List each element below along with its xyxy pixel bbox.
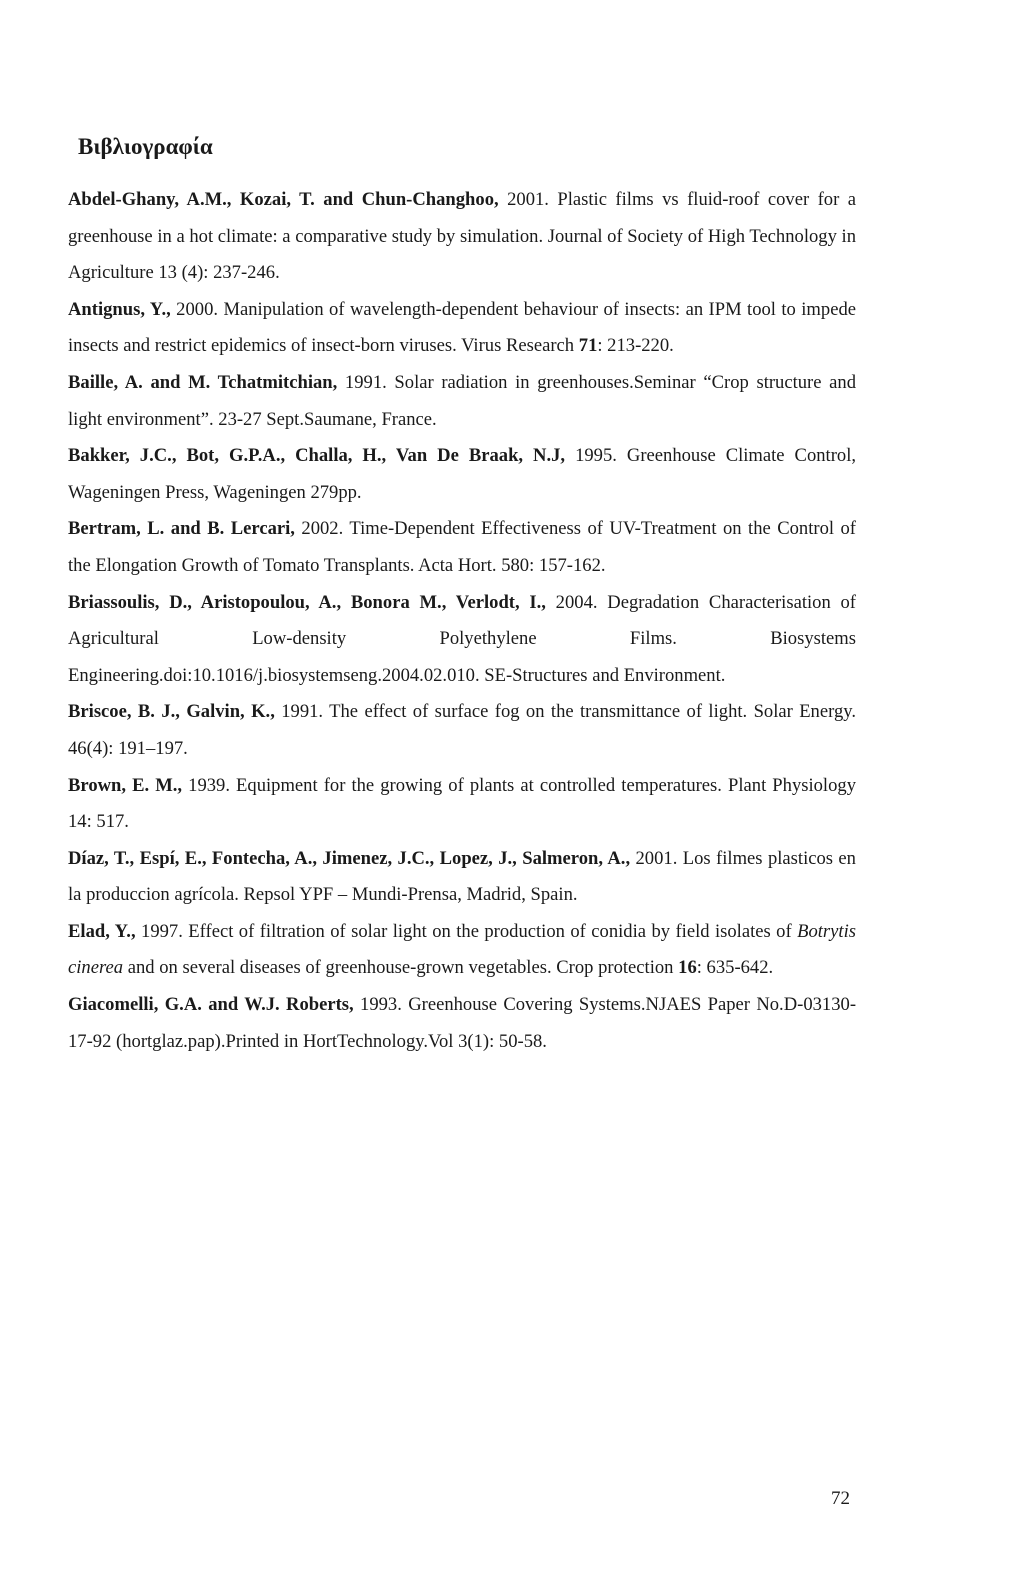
- reference-year: 1993.: [353, 994, 402, 1016]
- reference-item: [68, 768, 856, 841]
- reference-text: Manipulation of wavelength-dependent behaviour of insects: an IPM tool to impede insects and restrict epidemics of insect-born viruses. Virus Research: [68, 298, 856, 357]
- reference-authors: Giacomelli, G.A. and W.J. Roberts,: [68, 994, 354, 1016]
- reference-text: Greenhouse Covering Systems.NJAES Paper No.D-03130-17-92 (hortglaz.pap).Printed in HortTechnology.Vol 3(1): 50-58.: [68, 994, 857, 1052]
- reference-authors: Abdel-Ghany, A.M., Kozai, T. and Chun-Changhoo,: [68, 189, 499, 210]
- reference-list: [68, 182, 856, 1060]
- reference-authors: Baille, A. and M. Tchatmitchian,: [68, 371, 338, 393]
- reference-item: [68, 182, 856, 292]
- reference-item: [68, 914, 856, 987]
- reference-year: 1991.: [337, 371, 387, 393]
- reference-year: 1939.: [182, 774, 230, 796]
- reference-text: Time-Dependent Effectiveness of UV-Treatment on the Control of the Elongation Growth of Tomato Transplants. Acta Hort. 580: 157-162.: [68, 518, 856, 576]
- reference-year: 2001.: [498, 189, 549, 210]
- reference-species-name: Botrytis cinerea: [68, 920, 856, 979]
- reference-year: 2001.: [630, 847, 678, 869]
- reference-authors: Antignus, Y.,: [68, 298, 171, 320]
- reference-text: Los filmes plasticos en la produccion agrícola. Repsol YPF – Mundi-Prensa, Madrid, Spain.: [68, 847, 856, 906]
- reference-pages: : 635-642.: [696, 957, 774, 979]
- reference-item: [68, 694, 856, 767]
- reference-authors: Díaz, T., Espí, E., Fontecha, A., Jimenez, J.C., Lopez, J., Salmeron, A.,: [68, 847, 631, 869]
- reference-authors: Elad, Y.,: [68, 920, 136, 942]
- reference-year: 1991.: [274, 701, 324, 723]
- reference-text: Greenhouse Climate Control, Wageningen Press, Wageningen 279pp.: [68, 445, 857, 503]
- reference-authors: Bakker, J.C., Bot, G.P.A., Challa, H., Van De Braak, N.J,: [68, 445, 566, 467]
- reference-year: 2002.: [294, 518, 344, 540]
- reference-text: Solar radiation in greenhouses.Seminar “Crop structure and light environment”. 23-27 Sept.Saumane, France.: [68, 371, 857, 430]
- reference-volume: 71: [578, 335, 598, 357]
- reference-year: 2000.: [170, 298, 219, 320]
- reference-item: [68, 585, 856, 695]
- reference-text: Effect of filtration of solar light on the production of conidia by field isolates of: [182, 920, 798, 942]
- page-number: 72: [831, 1488, 850, 1509]
- reference-authors: Bertram, L. and B. Lercari,: [68, 518, 295, 540]
- reference-text: Degradation Characterisation of Agricultural Low-density Polyethylene Films. Biosystems Engineering.doi:10.1016/j.biosystemseng.2004.02.010. SE-Structures and Environment.: [68, 591, 857, 686]
- reference-year: 1995.: [565, 445, 617, 467]
- reference-item: [68, 841, 856, 914]
- reference-item: [68, 511, 856, 584]
- reference-year: 1997.: [135, 920, 183, 942]
- reference-volume: 16: [678, 957, 697, 979]
- reference-authors: Briscoe, B. J., Galvin, K.,: [68, 701, 275, 723]
- reference-authors: Briassoulis, D., Aristopoulou, A., Bonora M., Verlodt, I.,: [68, 591, 546, 613]
- reference-text: Plastic films vs fluid-roof cover for a greenhouse in a hot climate: a comparative study by simulation. Journal of Society of High Technology in Agriculture 13 (4): 237-246.: [68, 189, 856, 284]
- reference-item: [68, 438, 856, 511]
- reference-text: Equipment for the growing of plants at controlled temperatures. Plant Physiology 14: 517.: [68, 774, 856, 833]
- reference-text-continued: and on several diseases of greenhouse-grown vegetables. Crop protection: [123, 957, 679, 979]
- reference-pages: : 213-220.: [597, 335, 674, 357]
- reference-year: 2004.: [545, 591, 598, 613]
- reference-text: The effect of surface fog on the transmittance of light. Solar Energy. 46(4): 191–197.: [68, 701, 857, 759]
- page-heading: Βιβλιογραφία: [78, 134, 213, 159]
- reference-item: [68, 987, 856, 1060]
- reference-item: [68, 292, 856, 365]
- reference-item: [68, 365, 856, 438]
- reference-authors: Brown, E. M.,: [68, 774, 183, 796]
